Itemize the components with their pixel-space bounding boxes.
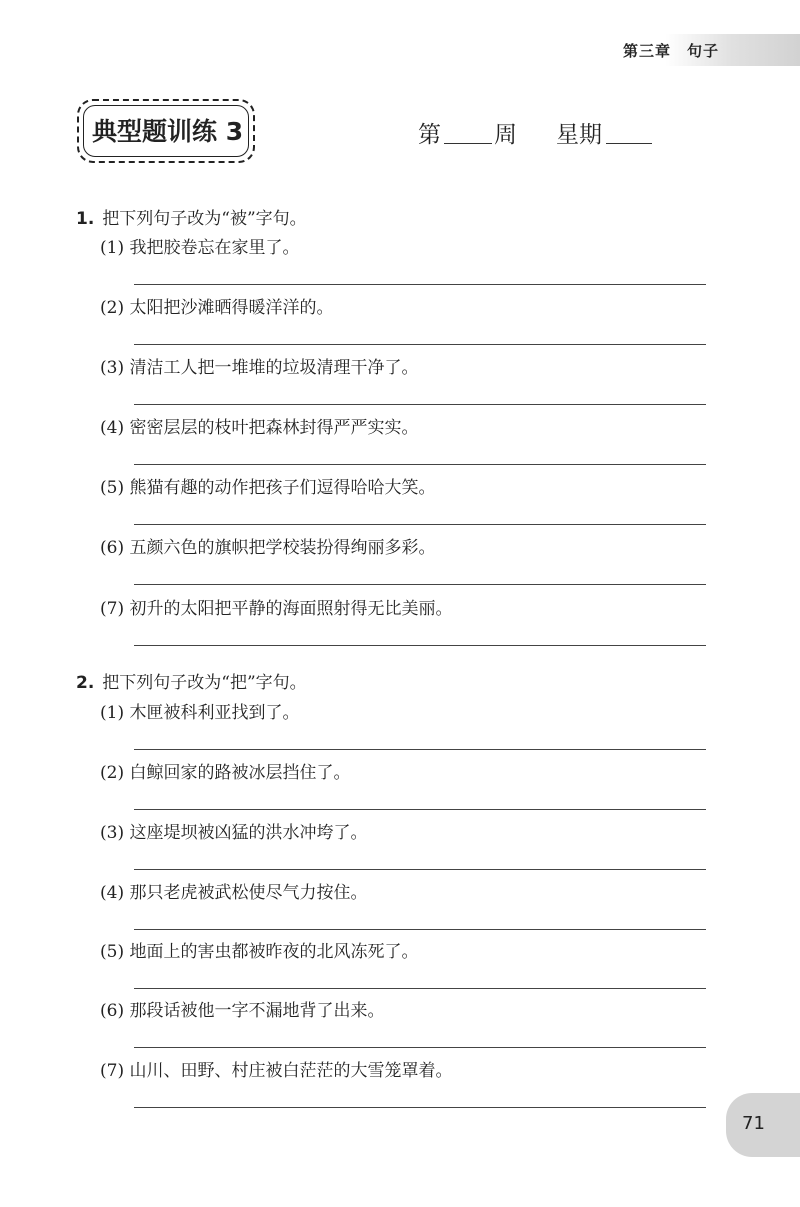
q1-answer-line-7[interactable] — [134, 645, 706, 646]
exercise-title: 典型题训练 3 — [92, 117, 244, 146]
q2-item-5: (5) 地面上的害虫都被昨夜的北风冻死了。 — [100, 942, 419, 962]
q2-answer-line-1[interactable] — [134, 749, 706, 750]
q1-item-5: (5) 熊猫有趣的动作把孩子们逗得哈哈大笑。 — [100, 478, 436, 498]
q2-item-2: (2) 白鲸回家的路被冰层挡住了。 — [100, 763, 351, 783]
week-label-zhou: 周 — [494, 122, 517, 148]
week-label-di: 第 — [418, 122, 441, 148]
page-number: 71 — [742, 1113, 765, 1134]
question-2-number: 2. — [76, 673, 95, 693]
question-2-heading — [76, 668, 307, 693]
q2-item-4: (4) 那只老虎被武松使尽气力按住。 — [100, 883, 368, 903]
weekday-label: 星期 — [556, 122, 602, 148]
question-1-heading — [76, 204, 307, 229]
question-2-prompt: 把下列句子改为“把”字句。 — [102, 673, 307, 693]
q2-item-3: (3) 这座堤坝被凶猛的洪水冲垮了。 — [100, 823, 368, 843]
q2-answer-line-6[interactable] — [134, 1047, 706, 1048]
q1-item-2: (2) 太阳把沙滩晒得暖洋洋的。 — [100, 298, 334, 318]
weekday-blank[interactable] — [606, 143, 652, 144]
q2-item-7: (7) 山川、田野、村庄被白茫茫的大雪笼罩着。 — [100, 1061, 453, 1081]
q1-answer-line-3[interactable] — [134, 404, 706, 405]
q2-answer-line-7[interactable] — [134, 1107, 706, 1108]
q1-answer-line-2[interactable] — [134, 344, 706, 345]
q1-item-7: (7) 初升的太阳把平静的海面照射得无比美丽。 — [100, 599, 453, 619]
q2-answer-line-2[interactable] — [134, 809, 706, 810]
q2-answer-line-3[interactable] — [134, 869, 706, 870]
q1-answer-line-6[interactable] — [134, 584, 706, 585]
q1-answer-line-4[interactable] — [134, 464, 706, 465]
q1-answer-line-1[interactable] — [134, 284, 706, 285]
q2-item-6: (6) 那段话被他一字不漏地背了出来。 — [100, 1001, 385, 1021]
q1-item-6: (6) 五颜六色的旗帜把学校装扮得绚丽多彩。 — [100, 538, 436, 558]
q1-answer-line-5[interactable] — [134, 524, 706, 525]
question-1-prompt: 把下列句子改为“被”字句。 — [102, 209, 307, 229]
q1-item-3: (3) 清洁工人把一堆堆的垃圾清理干净了。 — [100, 358, 419, 378]
q2-item-1: (1) 木匣被科利亚找到了。 — [100, 703, 300, 723]
question-1-number: 1. — [76, 209, 95, 229]
q2-answer-line-5[interactable] — [134, 988, 706, 989]
q1-item-1: (1) 我把胶卷忘在家里了。 — [100, 238, 300, 258]
q1-item-4: (4) 密密层层的枝叶把森林封得严严实实。 — [100, 418, 419, 438]
q2-answer-line-4[interactable] — [134, 929, 706, 930]
chapter-label: 第三章 句子 — [623, 42, 720, 60]
week-number-blank[interactable] — [444, 143, 492, 144]
